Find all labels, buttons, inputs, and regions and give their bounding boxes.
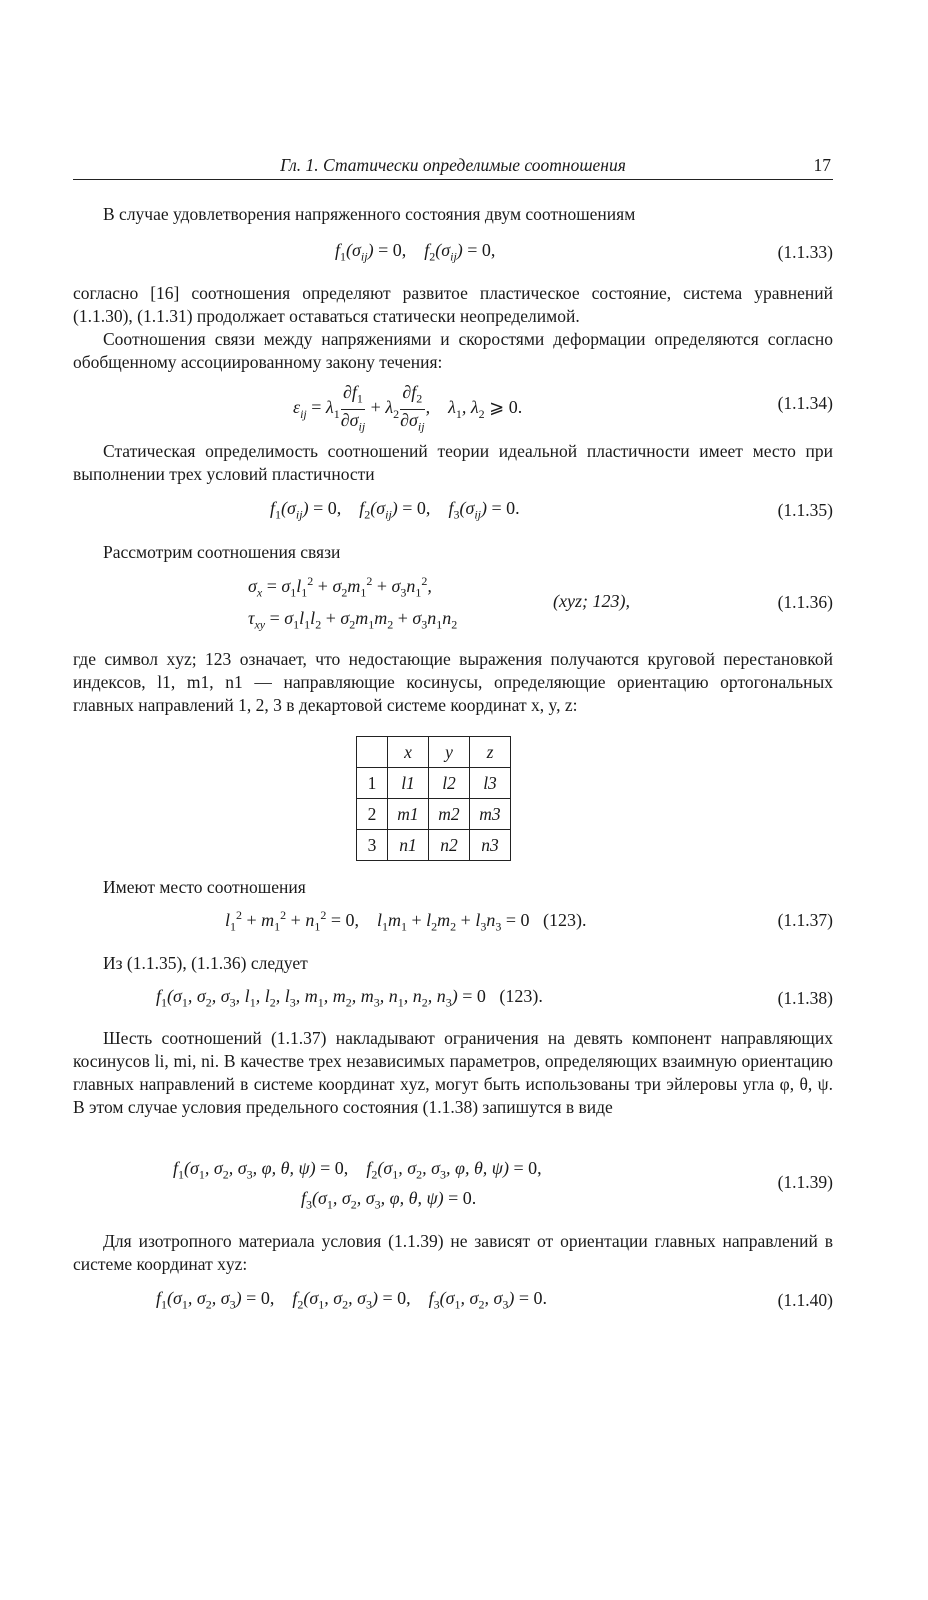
paragraph-5: Рассмотрим соотношения связи	[103, 542, 341, 562]
table-cell	[357, 737, 388, 768]
equation-1-1-37: $l_1^2 + m_1^2 + n_1^2 = 0$, $l_1m_1 + l_2m_2 + l_3n_3 = 0$ (123). (1.1.37)	[225, 908, 833, 934]
table-cell: m3	[470, 799, 511, 830]
table-row	[357, 830, 511, 861]
direction-cosines-table	[356, 736, 511, 861]
table-cell: 2	[357, 799, 388, 830]
table-header-row	[357, 737, 511, 768]
equation-number: (1.1.40)	[777, 1290, 833, 1310]
table-row	[357, 799, 511, 830]
paragraph-4: Статическая определимость соотношений теории идеальной пластичности имеет место при выполнении трех условий пластичности	[73, 441, 833, 484]
table-cell: z	[470, 737, 511, 768]
paragraph-3: Соотношения связи между напряжениями и скоростями деформации определяются согласно обобщенному ассоциированному закону течения:	[73, 329, 833, 372]
equation-1-1-38: $f_1(\sigma_1$, $\sigma_2$, $\sigma_3$, $l_1$, $l_2$, $l_3$, $m_1$, $m_2$, $m_3$, $n_1$, $n_2$, $n_3) = 0$ (123). (1.1.38)	[156, 986, 833, 1010]
equation-number: (1.1.36)	[777, 592, 833, 612]
paragraph-8: Из (1.1.35), (1.1.36) следует	[103, 953, 308, 973]
paragraph-2: согласно [16] соотношения определяют развитое пластическое состояние, система уравнений (1.1.30), (1.1.31) продолжает оставаться статически неопределимой.	[73, 283, 833, 326]
equation-1-1-39: $f_1(\sigma_1$, $\sigma_2$, $\sigma_3$, φ, θ, ψ) = 0, $f_2(\sigma_1$, $\sigma_2$, $\sigma_3$, φ, θ, ψ) = 0, $f_3(\sigma_1$, $\sigma_2$, $\sigma_3$, φ, θ, ψ) = 0. (1.1.39)	[173, 1158, 833, 1212]
table-cell: l1	[388, 768, 429, 799]
equation-number: (1.1.37)	[777, 910, 833, 930]
table-cell: 3	[357, 830, 388, 861]
table-cell: n1	[388, 830, 429, 861]
page-number: 17	[813, 155, 831, 175]
equation-number: (1.1.39)	[777, 1172, 833, 1192]
equation-1-1-40: $f_1(\sigma_1$, $\sigma_2$, $\sigma_3) = 0$, $f_2(\sigma_1$, $\sigma_2$, $\sigma_3) = 0$, $f_3(\sigma_1$, $\sigma_2$, $\sigma_3) = 0$. (1.1.40)	[156, 1288, 833, 1312]
equation-number: (1.1.38)	[777, 988, 833, 1008]
equation-1-1-33: $f_1(\sigma_{ij}) = 0$, $f_2(\sigma_{ij}) = 0$, (1.1.33)	[335, 240, 833, 264]
table-row	[357, 768, 511, 799]
paragraph-1: В случае удовлетворения напряженного состояния двум соотношениям	[103, 204, 636, 224]
equation-1-1-36: $\sigma_x = \sigma_1l_1^2 + \sigma_2m_1^2 + \sigma_3n_1^2$, $\tau_{xy} = \sigma_1l_1l_2 + \sigma_2m_1m_2 + \sigma_3n_1n_2$ (xyz; 123), (1.1.36)	[248, 574, 833, 632]
table-cell: n2	[429, 830, 470, 861]
equation-1-1-35: $f_1(\sigma_{ij}) = 0$, $f_2(\sigma_{ij}) = 0$, $f_3(\sigma_{ij}) = 0$. (1.1.35)	[270, 498, 833, 522]
table-cell: y	[429, 737, 470, 768]
equation-1-1-34: $\varepsilon_{ij} = \lambda_1$ $\frac{\partial f_1}{\partial\sigma_{ij}}$ + $\lambda_2$ $\frac{\partial f_2}{\partial\sigma_{ij}}$ , $\lambda_1$, $\lambda_2$ ⩾ 0. (1.1.34)	[293, 382, 833, 434]
running-header	[73, 153, 833, 180]
equation-number: (1.1.35)	[777, 500, 833, 520]
paragraph-6: где символ xyz; 123 означает, что недостающие выражения получаются круговой перестановкой индексов, l1, m1, n1 — направляющие косинусы, определяющие ориентацию ортогональных главных направлений 1, 2, 3 в декартовой системе координат x, y, z:	[73, 649, 833, 715]
equation-side-note: (xyz; 123),	[553, 591, 630, 611]
equation-number: (1.1.33)	[777, 242, 833, 262]
table-cell: x	[388, 737, 429, 768]
paragraph-10: Для изотропного материала условия (1.1.39) не зависят от ориентации главных направлений в системе координат xyz:	[73, 1231, 833, 1274]
table-cell: n3	[470, 830, 511, 861]
table-cell: m1	[388, 799, 429, 830]
table-cell: 1	[357, 768, 388, 799]
paragraph-9: Шесть соотношений (1.1.37) накладывают ограничения на девять компонент направляющих косинусов li, mi, ni. В качестве трех независимых параметров, определяющих взаимную ориентацию главных направлений в системе координат xyz, могут быть использованы три эйлеровы угла φ, θ, ψ. В этом случае условия предельного состояния (1.1.38) запишутся в виде	[73, 1028, 833, 1117]
header-title: Гл. 1. Статически определимые соотношения	[280, 155, 626, 175]
equation-number: (1.1.34)	[777, 393, 833, 413]
table-cell: m2	[429, 799, 470, 830]
table-cell: l3	[470, 768, 511, 799]
table-cell: l2	[429, 768, 470, 799]
paragraph-7: Имеют место соотношения	[103, 877, 306, 897]
